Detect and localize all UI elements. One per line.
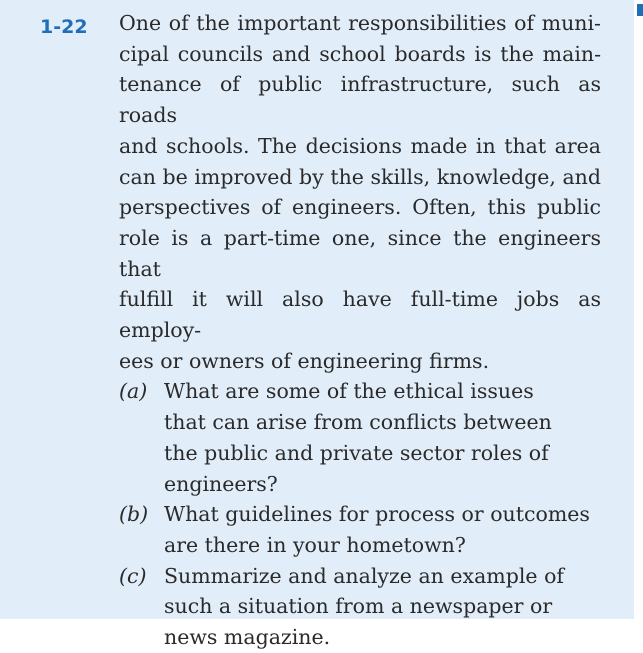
subpart-label: (a): [119, 379, 148, 404]
stem-line: tenance of public infrastructure, such as roads: [119, 72, 601, 128]
subpart-line: that can arise from conflicts between: [164, 410, 552, 435]
subpart-text: [164, 376, 601, 499]
subpart-c: [119, 561, 601, 653]
problem-number: 1-22: [40, 16, 88, 38]
subpart-label: (b): [119, 502, 149, 527]
subpart-list: [119, 376, 601, 652]
page-edge-marker: [637, 4, 643, 16]
subpart-label: (c): [119, 563, 147, 588]
subpart-text: [164, 561, 601, 653]
subpart-line: What guidelines for process or outcomes: [164, 502, 590, 527]
subpart-a: [119, 376, 601, 499]
subpart-b: [119, 499, 601, 560]
stem-line: role is a part-time one, since the engineers that: [119, 225, 601, 281]
subpart-line: Summarize and analyze an example of: [164, 563, 565, 588]
stem-line: ees or owners of engineering firms.: [119, 348, 490, 373]
subpart-text: [164, 499, 601, 560]
subpart-line: such a situation from a newspaper or: [164, 594, 553, 619]
subpart-line: engineers?: [164, 471, 278, 496]
subpart-line: news magazine.: [164, 625, 331, 650]
problem-stem: [119, 8, 601, 376]
problem-body: [119, 8, 601, 653]
stem-line: cipal councils and school boards is the main-: [119, 41, 601, 66]
stem-line: One of the important responsibilities of muni-: [119, 11, 601, 35]
subpart-line: the public and private sector roles of: [164, 440, 549, 465]
subpart-line: What are some of the ethical issues: [164, 379, 534, 404]
stem-line: perspectives of engineers. Often, this public: [119, 195, 601, 220]
subpart-line: are there in your hometown?: [164, 532, 466, 557]
stem-line: and schools. The decisions made in that area: [119, 133, 601, 158]
stem-line: fulfill it will also have full-time jobs as employ-: [119, 287, 601, 343]
stem-line: can be improved by the skills, knowledge, and: [119, 164, 601, 189]
